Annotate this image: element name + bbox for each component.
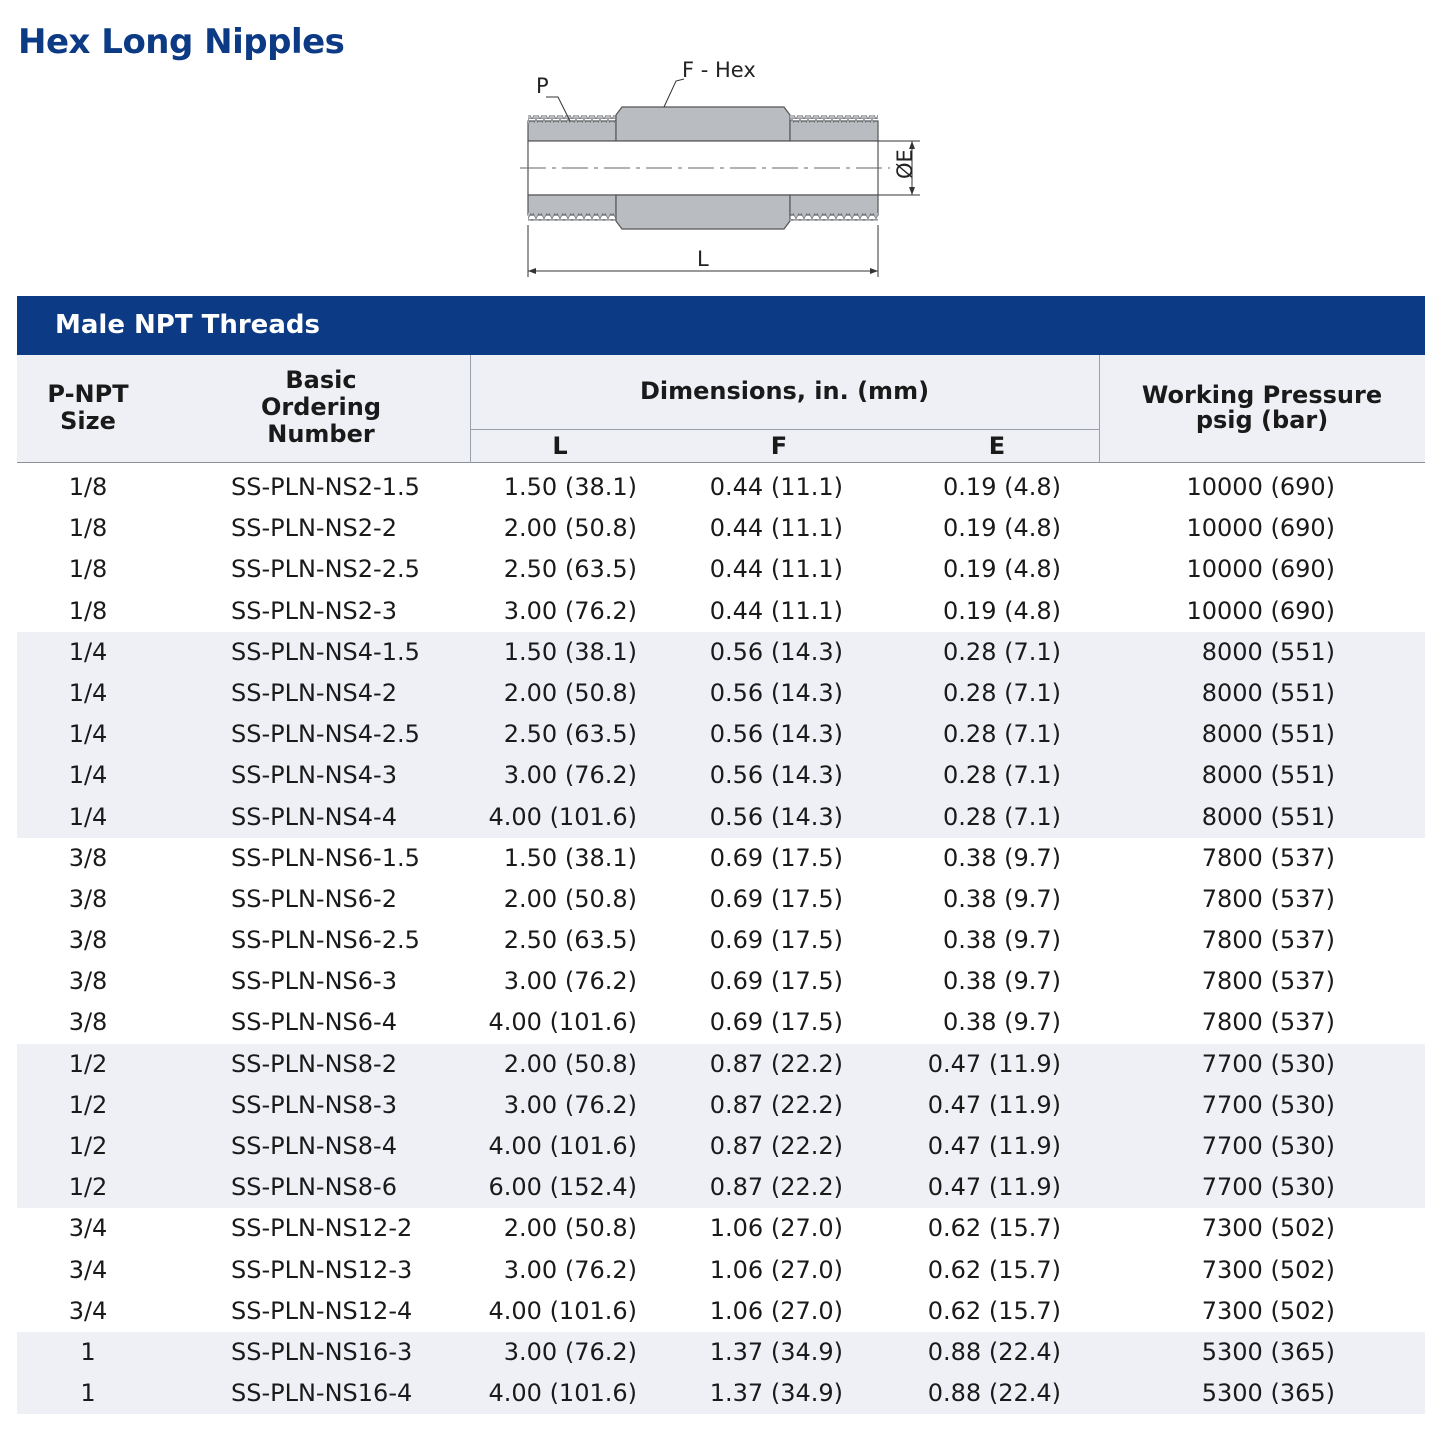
table-row xyxy=(17,714,1425,755)
cell-size: 1/4 xyxy=(68,720,108,749)
cell-ordering-number: SS-PLN-NS6-1.5 xyxy=(231,843,420,872)
cell-L: 2.00 (50.8) xyxy=(503,1214,637,1243)
cell-L: 4.00 (101.6) xyxy=(488,802,637,831)
thread-bottom-right xyxy=(790,195,878,215)
cell-E: 0.38 (9.7) xyxy=(943,967,1061,996)
cell-size: 1/4 xyxy=(68,802,108,831)
cell-working-pressure: 7800 (537) xyxy=(1201,926,1335,955)
cell-L: 2.00 (50.8) xyxy=(503,514,637,543)
table-row xyxy=(17,632,1425,673)
table-row xyxy=(17,1250,1425,1291)
cell-working-pressure: 7700 (530) xyxy=(1201,1049,1335,1078)
cell-ordering-number: SS-PLN-NS2-1.5 xyxy=(231,473,420,501)
cell-E: 0.38 (9.7) xyxy=(943,1008,1061,1037)
cell-F: 0.69 (17.5) xyxy=(709,843,843,872)
cell-F: 0.44 (11.1) xyxy=(709,596,843,625)
cell-size: 1 xyxy=(80,1379,96,1408)
cell-size: 1/8 xyxy=(68,514,108,543)
cell-working-pressure: 7700 (530) xyxy=(1201,1132,1335,1160)
header-E: E xyxy=(988,432,1006,460)
cell-E: 0.62 (15.7) xyxy=(927,1296,1061,1325)
cell-working-pressure: 7800 (537) xyxy=(1201,1008,1335,1037)
cell-size: 3/8 xyxy=(68,884,108,913)
cell-E: 0.62 (15.7) xyxy=(927,1255,1061,1284)
cell-F: 0.56 (14.3) xyxy=(709,720,843,749)
cell-E: 0.38 (9.7) xyxy=(943,843,1061,872)
cell-size: 1/4 xyxy=(68,637,108,666)
cell-ordering-number: SS-PLN-NS4-2 xyxy=(231,678,397,707)
cell-L: 2.00 (50.8) xyxy=(503,678,637,707)
cell-ordering-number: SS-PLN-NS12-2 xyxy=(231,1214,413,1243)
cell-size: 3/8 xyxy=(68,967,108,996)
header-L: L xyxy=(552,432,568,460)
cell-ordering-number: SS-PLN-NS2-2 xyxy=(231,514,397,543)
cell-L: 1.50 (38.1) xyxy=(503,843,637,872)
cell-working-pressure: 8000 (551) xyxy=(1201,720,1335,749)
cell-F: 0.87 (22.2) xyxy=(709,1090,843,1119)
cell-L: 6.00 (152.4) xyxy=(488,1173,637,1202)
cell-F: 1.06 (27.0) xyxy=(709,1255,843,1284)
cell-ordering-number: SS-PLN-NS2-3 xyxy=(231,596,397,625)
cell-size: 3/4 xyxy=(68,1296,108,1325)
table-row xyxy=(17,1167,1425,1208)
cell-working-pressure: 8000 (551) xyxy=(1201,678,1335,707)
cell-working-pressure: 7800 (537) xyxy=(1201,967,1335,996)
cell-L: 2.00 (50.8) xyxy=(503,884,637,913)
cell-F: 0.69 (17.5) xyxy=(709,926,843,955)
cell-ordering-number: SS-PLN-NS4-4 xyxy=(231,802,397,831)
cell-E: 0.28 (7.1) xyxy=(943,720,1061,749)
cell-L: 4.00 (101.6) xyxy=(488,1132,637,1160)
cell-L: 4.00 (101.6) xyxy=(488,1379,637,1408)
cell-E: 0.47 (11.9) xyxy=(927,1173,1061,1202)
cell-F: 0.44 (11.1) xyxy=(709,514,843,543)
cell-F: 1.37 (34.9) xyxy=(709,1379,843,1408)
cell-ordering-number: SS-PLN-NS6-3 xyxy=(231,967,397,996)
header-F: F xyxy=(770,432,788,460)
cell-L: 1.50 (38.1) xyxy=(503,473,637,501)
cell-size: 3/8 xyxy=(68,1008,108,1037)
cell-E: 0.38 (9.7) xyxy=(943,926,1061,955)
cell-ordering-number: SS-PLN-NS12-4 xyxy=(231,1296,413,1325)
nipple-diagram xyxy=(500,55,940,285)
cell-E: 0.28 (7.1) xyxy=(943,761,1061,790)
cell-F: 1.37 (34.9) xyxy=(709,1337,843,1366)
cell-working-pressure: 7800 (537) xyxy=(1201,884,1335,913)
cell-L: 3.00 (76.2) xyxy=(503,761,637,790)
cell-E: 0.47 (11.9) xyxy=(927,1090,1061,1119)
cell-size: 1/2 xyxy=(68,1132,108,1160)
cell-F: 0.44 (11.1) xyxy=(709,473,843,501)
cell-working-pressure: 7300 (502) xyxy=(1201,1296,1335,1325)
cell-L: 2.50 (63.5) xyxy=(503,720,637,749)
table-row xyxy=(17,591,1425,632)
cell-F: 1.06 (27.0) xyxy=(709,1214,843,1243)
cell-F: 0.56 (14.3) xyxy=(709,761,843,790)
thread-bottom-left xyxy=(528,195,616,215)
cell-F: 0.56 (14.3) xyxy=(709,802,843,831)
table-row xyxy=(17,755,1425,796)
cell-L: 3.00 (76.2) xyxy=(503,1337,637,1366)
table-row xyxy=(17,1126,1425,1167)
cell-F: 0.87 (22.2) xyxy=(709,1049,843,1078)
cell-F: 0.69 (17.5) xyxy=(709,1008,843,1037)
cell-ordering-number: SS-PLN-NS4-3 xyxy=(231,761,397,790)
cell-L: 3.00 (76.2) xyxy=(503,1090,637,1119)
cell-E: 0.62 (15.7) xyxy=(927,1214,1061,1243)
table-row xyxy=(17,549,1425,590)
label-f-hex: F - Hex xyxy=(682,58,756,82)
cell-size: 3/4 xyxy=(68,1214,108,1243)
cell-working-pressure: 8000 (551) xyxy=(1201,761,1335,790)
cell-E: 0.28 (7.1) xyxy=(943,802,1061,831)
table-row xyxy=(17,1002,1425,1043)
thread-top-right xyxy=(790,121,878,141)
section-banner xyxy=(17,296,1425,355)
header-working-pressure: Working Pressure psig (bar) xyxy=(1141,381,1383,434)
label-e: ØE xyxy=(893,149,917,179)
cell-working-pressure: 10000 (690) xyxy=(1186,514,1335,543)
cell-ordering-number: SS-PLN-NS16-3 xyxy=(231,1337,413,1366)
cell-E: 0.28 (7.1) xyxy=(943,637,1061,666)
cell-L: 2.50 (63.5) xyxy=(503,926,637,955)
cell-size: 1/2 xyxy=(68,1090,108,1119)
table-row xyxy=(17,1044,1425,1085)
f-leader xyxy=(664,79,684,107)
cell-E: 0.88 (22.4) xyxy=(927,1379,1061,1408)
table-row xyxy=(17,1291,1425,1332)
table-row xyxy=(17,920,1425,961)
cell-L: 4.00 (101.6) xyxy=(488,1008,637,1037)
cell-ordering-number: SS-PLN-NS6-2 xyxy=(231,884,397,913)
cell-size: 1/4 xyxy=(68,678,108,707)
cell-E: 0.47 (11.9) xyxy=(927,1049,1061,1078)
table-row xyxy=(17,797,1425,838)
cell-size: 1/4 xyxy=(68,761,108,790)
cell-E: 0.19 (4.8) xyxy=(943,555,1061,584)
cell-size: 1/8 xyxy=(68,596,108,625)
label-p: P xyxy=(536,74,549,98)
label-l: L xyxy=(697,247,709,271)
table-row xyxy=(17,467,1425,508)
cell-working-pressure: 10000 (690) xyxy=(1186,473,1335,501)
cell-F: 0.69 (17.5) xyxy=(709,967,843,996)
table-row xyxy=(17,1208,1425,1249)
cell-working-pressure: 8000 (551) xyxy=(1201,802,1335,831)
cell-working-pressure: 7800 (537) xyxy=(1201,843,1335,872)
cell-working-pressure: 7300 (502) xyxy=(1201,1255,1335,1284)
section-title: Male NPT Threads xyxy=(55,310,320,340)
table-row xyxy=(17,1332,1425,1373)
table-row xyxy=(17,838,1425,879)
cell-working-pressure: 7700 (530) xyxy=(1201,1090,1335,1119)
cell-ordering-number: SS-PLN-NS6-4 xyxy=(231,1008,397,1037)
cell-F: 0.44 (11.1) xyxy=(709,555,843,584)
cell-E: 0.38 (9.7) xyxy=(943,884,1061,913)
cell-F: 1.06 (27.0) xyxy=(709,1296,843,1325)
table-row xyxy=(17,508,1425,549)
cell-size: 1/8 xyxy=(68,555,108,584)
cell-L: 4.00 (101.6) xyxy=(488,1296,637,1325)
cell-F: 0.69 (17.5) xyxy=(709,884,843,913)
cell-F: 0.56 (14.3) xyxy=(709,678,843,707)
table-row xyxy=(17,1085,1425,1126)
cell-E: 0.19 (4.8) xyxy=(943,473,1061,501)
cell-ordering-number: SS-PLN-NS16-4 xyxy=(231,1379,413,1408)
cell-size: 1/2 xyxy=(68,1173,108,1202)
cell-L: 3.00 (76.2) xyxy=(503,596,637,625)
cell-ordering-number: SS-PLN-NS8-4 xyxy=(231,1132,397,1160)
cell-ordering-number: SS-PLN-NS12-3 xyxy=(231,1255,413,1284)
cell-working-pressure: 10000 (690) xyxy=(1186,555,1335,584)
cell-L: 2.50 (63.5) xyxy=(503,555,637,584)
cell-ordering-number: SS-PLN-NS8-6 xyxy=(231,1173,397,1202)
cell-ordering-number: SS-PLN-NS4-1.5 xyxy=(231,637,420,666)
cell-E: 0.19 (4.8) xyxy=(943,514,1061,543)
table-row xyxy=(17,1373,1425,1414)
cell-E: 0.88 (22.4) xyxy=(927,1337,1061,1366)
cell-ordering-number: SS-PLN-NS8-2 xyxy=(231,1049,397,1078)
cell-E: 0.28 (7.1) xyxy=(943,678,1061,707)
cell-ordering-number: SS-PLN-NS2-2.5 xyxy=(231,555,420,584)
cell-size: 1/8 xyxy=(68,473,108,501)
hex-bottom xyxy=(616,195,790,229)
cell-L: 3.00 (76.2) xyxy=(503,1255,637,1284)
header-ordering-number: Basic Ordering Number xyxy=(260,366,382,448)
table-header xyxy=(17,355,1425,463)
cell-L: 1.50 (38.1) xyxy=(503,637,637,666)
cell-E: 0.47 (11.9) xyxy=(927,1132,1061,1160)
cell-ordering-number: SS-PLN-NS8-3 xyxy=(231,1090,397,1119)
cell-L: 3.00 (76.2) xyxy=(503,967,637,996)
table-row xyxy=(17,961,1425,1002)
cell-working-pressure: 8000 (551) xyxy=(1201,637,1335,666)
cell-size: 3/8 xyxy=(68,926,108,955)
cell-size: 1 xyxy=(80,1337,96,1366)
cell-ordering-number: SS-PLN-NS4-2.5 xyxy=(231,720,420,749)
cell-ordering-number: SS-PLN-NS6-2.5 xyxy=(231,926,420,955)
table-row xyxy=(17,673,1425,714)
header-dimensions: Dimensions, in. (mm) xyxy=(639,377,930,405)
page-title: Hex Long Nipples xyxy=(18,22,345,62)
cell-F: 0.87 (22.2) xyxy=(709,1173,843,1202)
thread-top-left xyxy=(528,121,616,141)
cell-size: 3/8 xyxy=(68,843,108,872)
cell-working-pressure: 5300 (365) xyxy=(1201,1337,1335,1366)
cell-L: 2.00 (50.8) xyxy=(503,1049,637,1078)
table-row xyxy=(17,879,1425,920)
cell-working-pressure: 10000 (690) xyxy=(1186,596,1335,625)
cell-working-pressure: 5300 (365) xyxy=(1201,1379,1335,1408)
table-body xyxy=(17,467,1425,1414)
cell-E: 0.19 (4.8) xyxy=(943,596,1061,625)
cell-F: 0.87 (22.2) xyxy=(709,1132,843,1160)
cell-F: 0.56 (14.3) xyxy=(709,637,843,666)
hex-top xyxy=(616,107,790,141)
header-size: P-NPT Size xyxy=(47,380,129,435)
cell-working-pressure: 7700 (530) xyxy=(1201,1173,1335,1202)
cell-size: 1/2 xyxy=(68,1049,108,1078)
cell-working-pressure: 7300 (502) xyxy=(1201,1214,1335,1243)
cell-size: 3/4 xyxy=(68,1255,108,1284)
